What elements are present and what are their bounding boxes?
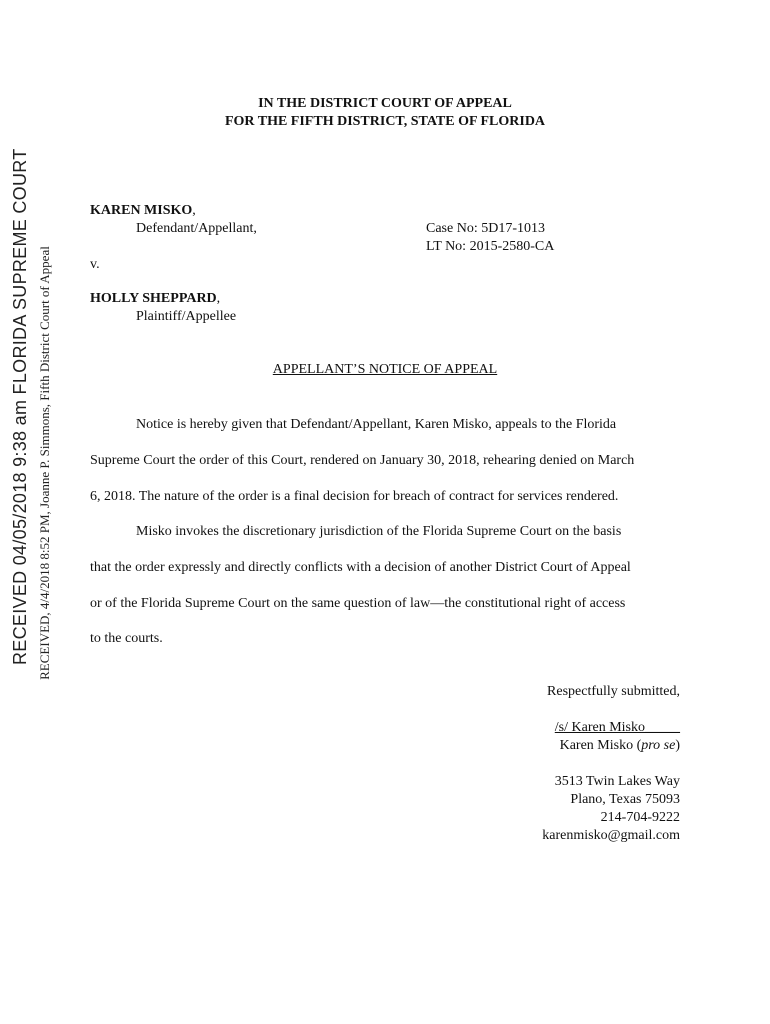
supreme-court-received-stamp: RECEIVED 04/05/2018 9:38 am FLORIDA SUPREME COURT bbox=[10, 148, 30, 665]
district-court-received-stamp: RECEIVED, 4/4/2018 8:52 PM, Joanne P. Simmons, Fifth District Court of Appeal bbox=[37, 246, 52, 680]
body-line-3: 6, 2018. The nature of the order is a final decision for breach of contract for services rendered. bbox=[90, 489, 619, 504]
signature-line: /s/ Karen Misko_____ bbox=[554, 720, 680, 735]
document-title-text: APPELLANT’S NOTICE OF APPEAL bbox=[272, 362, 498, 377]
appellant-comma: , bbox=[192, 203, 196, 218]
closing: Respectfully submitted, bbox=[547, 684, 680, 699]
address-street: 3513 Twin Lakes Way bbox=[554, 774, 680, 789]
appellee-block bbox=[90, 291, 220, 307]
lower-tribunal-number: LT No: 2015-2580-CA bbox=[426, 239, 555, 254]
signer-name-close: ) bbox=[675, 738, 680, 753]
court-heading-line2: FOR THE FIFTH DISTRICT, STATE OF FLORIDA bbox=[224, 114, 546, 129]
signer-name bbox=[560, 738, 680, 754]
appellant-block bbox=[90, 203, 196, 219]
appellant-name: KAREN MISKO bbox=[90, 203, 193, 218]
pro-se: pro se bbox=[641, 738, 676, 753]
versus: v. bbox=[90, 257, 100, 272]
document-title bbox=[0, 362, 770, 378]
body-line-5: that the order expressly and directly conflicts with a decision of another District Court of Appeal bbox=[90, 560, 631, 575]
body-line-6: or of the Florida Supreme Court on the same question of law—the constitutional right of access bbox=[90, 596, 626, 611]
appellee-comma: , bbox=[216, 291, 221, 306]
signer-name-text: Karen Misko ( bbox=[559, 738, 642, 753]
phone: 214-704-9222 bbox=[600, 810, 680, 825]
case-number: Case No: 5D17-1013 bbox=[426, 221, 545, 236]
email: karenmisko@gmail.com bbox=[542, 828, 680, 843]
body-line-2: Supreme Court the order of this Court, rendered on January 30, 2018, rehearing denied on March bbox=[90, 453, 635, 468]
body-line-4: Misko invokes the discretionary jurisdiction of the Florida Supreme Court on the basis bbox=[136, 524, 622, 539]
body-line-7: to the courts. bbox=[90, 631, 163, 646]
address-city: Plano, Texas 75093 bbox=[570, 792, 680, 807]
body-line-1: Notice is hereby given that Defendant/Appellant, Karen Misko, appeals to the Florida bbox=[136, 417, 617, 432]
court-heading-line1: IN THE DISTRICT COURT OF APPEAL bbox=[258, 96, 512, 111]
appellee-role: Plaintiff/Appellee bbox=[136, 309, 237, 324]
appellee-name: HOLLY SHEPPARD bbox=[90, 291, 217, 306]
appellant-role: Defendant/Appellant, bbox=[136, 221, 257, 236]
